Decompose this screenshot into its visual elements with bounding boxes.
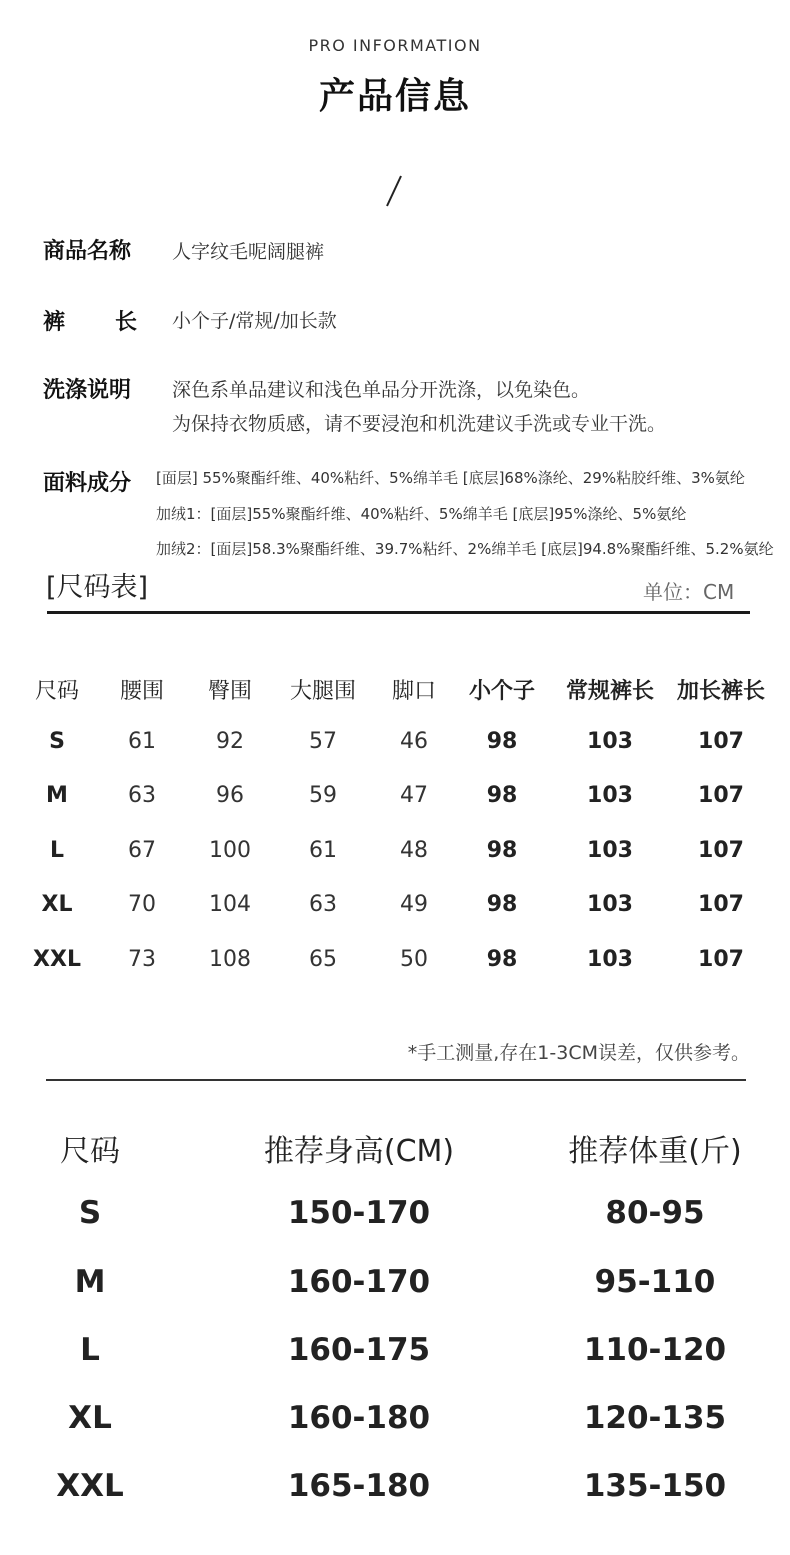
measurement-note: *手工测量,存在1-3CM误差，仅供参考。 <box>407 1042 750 1064</box>
size-table-cell: 103 <box>587 783 633 808</box>
size-table-cell: 46 <box>400 729 428 754</box>
recommend-table-header: 尺码 <box>60 1134 120 1169</box>
recommend-table-size-cell: XXL <box>56 1468 124 1504</box>
size-table-cell: 49 <box>400 892 428 917</box>
size-table-cell: 48 <box>400 838 428 863</box>
size-table-cell: 73 <box>128 947 156 972</box>
size-table-header: 加长裤长 <box>676 679 765 704</box>
size-table-cell: 47 <box>400 783 428 808</box>
wash-line-2: 为保持衣物质感，请不要浸泡和机洗建议手洗或专业干洗。 <box>172 413 667 435</box>
fabric-line: 加绒2：[面层]58.3%聚酯纤维、39.7%粘纤、2%绵羊毛 [底层]94.8%聚酯纤维、5.2%氨纶 <box>156 540 774 558</box>
size-table-cell: 107 <box>698 729 744 754</box>
fabric-label: 面料成分 <box>43 471 132 496</box>
length-label-part2: 长 <box>115 310 138 335</box>
length-label-part1: 裤 <box>43 310 66 335</box>
size-table-cell: 65 <box>309 947 337 972</box>
size-table-size-cell: S <box>49 729 65 754</box>
recommend-table-cell: 150-170 <box>287 1195 431 1231</box>
size-table-cell: 108 <box>209 947 251 972</box>
size-table-cell: 103 <box>587 729 633 754</box>
size-table-header: 尺码 <box>34 679 79 704</box>
size-table-header: 小个子 <box>468 679 535 704</box>
size-table-size-cell: L <box>49 838 65 863</box>
size-table-cell: 98 <box>486 783 518 808</box>
size-table-header: 臀围 <box>207 679 252 704</box>
size-table-header: 脚口 <box>391 679 436 704</box>
size-table-size-cell: M <box>46 783 68 808</box>
section-divider <box>46 1079 746 1081</box>
size-table-header: 腰围 <box>119 679 164 704</box>
recommend-table-cell: 110-120 <box>583 1332 727 1368</box>
size-table-cell: 107 <box>698 892 744 917</box>
size-table-cell: 107 <box>698 783 744 808</box>
size-table-cell: 98 <box>486 838 518 863</box>
fabric-line: 加绒1：[面层]55%聚酯纤维、40%粘纤、5%绵羊毛 [底层]95%涤纶、5%氨纶 <box>156 505 687 523</box>
size-table-cell: 103 <box>587 838 633 863</box>
size-table-size-cell: XXL <box>33 947 81 972</box>
size-table-cell: 57 <box>309 729 337 754</box>
size-chart-title: [尺码表] <box>46 572 149 603</box>
recommend-table-size-cell: M <box>74 1264 106 1300</box>
size-table-cell: 98 <box>486 892 518 917</box>
product-name-value: 人字纹毛呢阔腿裤 <box>172 241 325 263</box>
size-table-cell: 103 <box>587 892 633 917</box>
size-table-cell: 98 <box>486 947 518 972</box>
recommend-table-cell: 165-180 <box>287 1468 431 1504</box>
size-table-cell: 61 <box>128 729 156 754</box>
size-table-cell: 70 <box>128 892 156 917</box>
size-table-cell: 107 <box>698 838 744 863</box>
size-chart-top-rule <box>47 611 750 614</box>
size-table-cell: 107 <box>698 947 744 972</box>
wash-line-1: 深色系单品建议和浅色单品分开洗涤，以免染色。 <box>172 379 591 401</box>
size-table-cell: 103 <box>587 947 633 972</box>
size-table-cell: 92 <box>216 729 244 754</box>
size-table-size-cell: XL <box>41 892 73 917</box>
recommend-table-cell: 160-175 <box>287 1332 431 1368</box>
size-table-cell: 100 <box>209 838 251 863</box>
recommend-table-size-cell: XL <box>68 1400 112 1436</box>
recommend-table-cell: 160-170 <box>287 1264 431 1300</box>
wash-label: 洗涤说明 <box>43 378 132 403</box>
slash-divider-icon <box>384 174 404 208</box>
recommend-table-cell: 160-180 <box>287 1400 431 1436</box>
size-table-cell: 63 <box>309 892 337 917</box>
recommend-table-cell: 95-110 <box>594 1264 716 1300</box>
recommend-table-size-cell: L <box>80 1332 100 1368</box>
recommend-table-header: 推荐体重(斤) <box>568 1134 742 1169</box>
section-title: 产品信息 <box>318 76 471 117</box>
recommend-table-cell: 120-135 <box>583 1400 727 1436</box>
product-name-label: 商品名称 <box>43 239 132 264</box>
size-table-cell: 104 <box>209 892 251 917</box>
length-value: 小个子/常规/加长款 <box>172 310 337 332</box>
recommend-table-header: 推荐身高(CM) <box>263 1134 455 1169</box>
recommend-table-size-cell: S <box>78 1195 102 1231</box>
fabric-line: [面层] 55%聚酯纤维、40%粘纤、5%绵羊毛 [底层]68%涤纶、29%粘胶纤维、3%氨纶 <box>156 469 745 487</box>
size-table-header: 大腿围 <box>289 679 356 704</box>
size-table-cell: 50 <box>400 947 428 972</box>
size-table-cell: 96 <box>216 783 244 808</box>
size-chart-unit: 单位：CM <box>643 580 735 604</box>
size-table-cell: 63 <box>128 783 156 808</box>
size-table-header: 常规裤长 <box>565 679 654 704</box>
size-table-cell: 61 <box>309 838 337 863</box>
section-subtitle: PRO INFORMATION <box>308 36 482 55</box>
recommend-table-cell: 135-150 <box>583 1468 727 1504</box>
size-table-cell: 59 <box>309 783 337 808</box>
size-table-cell: 98 <box>486 729 518 754</box>
size-table-cell: 67 <box>128 838 156 863</box>
recommend-table-cell: 80-95 <box>605 1195 705 1231</box>
